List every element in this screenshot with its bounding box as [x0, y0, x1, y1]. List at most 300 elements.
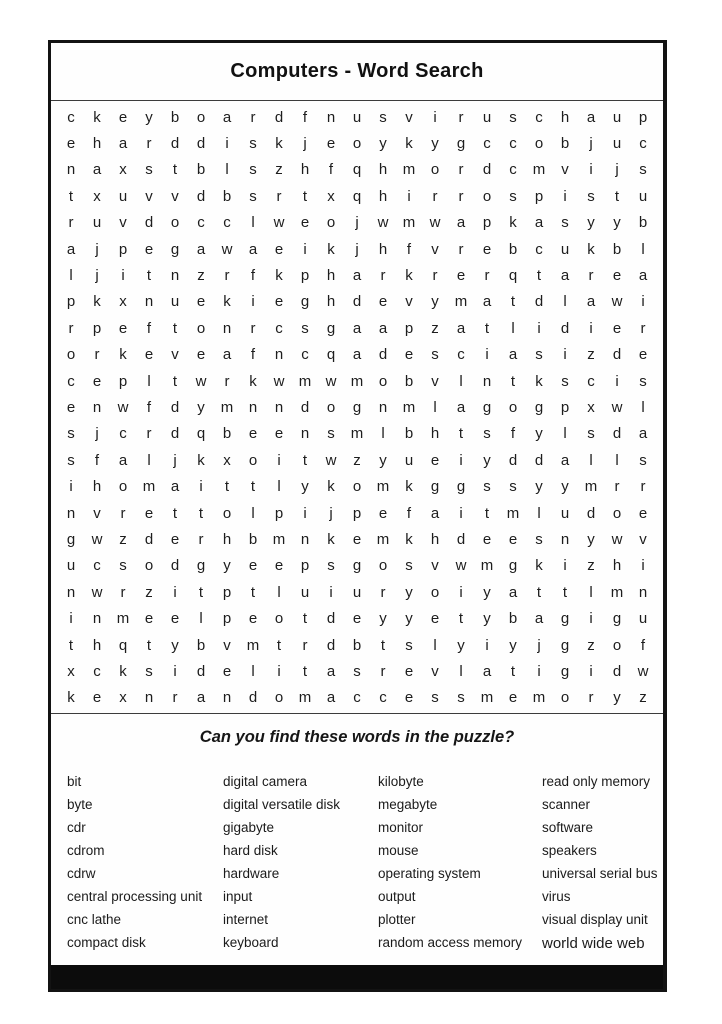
grid-letter: a	[170, 478, 180, 496]
grid-letter: o	[482, 187, 492, 205]
grid-letter: n	[222, 689, 232, 707]
grid-letter: c	[535, 240, 543, 258]
grid-letter: i	[589, 610, 593, 628]
grid-letter: z	[587, 346, 595, 364]
grid-letter: e	[248, 425, 258, 443]
grid-letter: a	[118, 135, 128, 153]
grid-letter: t	[380, 636, 386, 654]
grid-letter: s	[379, 108, 387, 126]
grid-letter: t	[68, 187, 74, 205]
grid-letter: e	[66, 398, 76, 416]
grid-letter: o	[196, 319, 206, 337]
word-item: mouse	[378, 843, 419, 858]
grid-letter: d	[326, 610, 336, 628]
grid-letter: t	[458, 610, 464, 628]
grid-letter: i	[251, 293, 255, 311]
grid-letter: l	[251, 662, 255, 680]
grid-letter: u	[404, 451, 414, 469]
word-item: world wide web	[542, 935, 645, 952]
grid-letter: p	[118, 240, 128, 258]
grid-letter: i	[199, 478, 203, 496]
grid-letter: z	[639, 689, 647, 707]
grid-letter: y	[197, 398, 205, 416]
grid-letter: s	[145, 161, 153, 179]
word-item: cdrom	[67, 843, 105, 858]
grid-letter: g	[300, 293, 310, 311]
grid-letter: k	[119, 662, 127, 680]
grid-letter: n	[248, 398, 258, 416]
grid-letter: h	[300, 161, 310, 179]
grid-letter: b	[196, 161, 206, 179]
grid-letter: d	[274, 108, 284, 126]
word-item: digital versatile disk	[223, 797, 341, 812]
grid-letter: d	[508, 451, 518, 469]
grid-letter: i	[459, 451, 463, 469]
grid-letter: e	[274, 425, 284, 443]
grid-letter: m	[298, 372, 312, 390]
grid-letter: v	[93, 504, 101, 522]
grid-letter: i	[303, 240, 307, 258]
grid-letter: e	[612, 319, 622, 337]
grid-letter: e	[144, 610, 154, 628]
grid-letter: l	[459, 662, 463, 680]
grid-letter: p	[482, 214, 492, 232]
grid-letter: o	[144, 557, 154, 575]
grid-letter: d	[612, 425, 622, 443]
grid-letter: i	[459, 583, 463, 601]
grid-letter: m	[610, 583, 624, 601]
grid-letter: e	[638, 346, 648, 364]
grid-letter: c	[223, 214, 231, 232]
word-item: internet	[223, 912, 269, 927]
grid-letter: w	[377, 214, 389, 232]
grid-letter: n	[638, 583, 648, 601]
grid-letter: w	[611, 530, 623, 548]
grid-letter: r	[380, 267, 386, 285]
grid-letter: u	[66, 557, 76, 575]
grid-letter: y	[223, 557, 231, 575]
grid-letter: d	[248, 689, 258, 707]
word-item: compact disk	[67, 935, 146, 950]
grid-letter: u	[482, 108, 492, 126]
grid-letter: a	[248, 240, 258, 258]
grid-letter: o	[274, 610, 284, 628]
grid-letter: p	[300, 267, 310, 285]
grid-letter: c	[483, 135, 491, 153]
word-column-1	[67, 774, 223, 958]
grid-letter: t	[302, 610, 308, 628]
grid-letter: n	[378, 398, 388, 416]
grid-letter: f	[510, 425, 516, 443]
grid-letter: j	[355, 240, 359, 258]
grid-letter: w	[273, 214, 285, 232]
grid-letter: m	[532, 689, 546, 707]
grid-letter: a	[118, 451, 128, 469]
grid-letter: k	[197, 451, 205, 469]
grid-letter: i	[407, 187, 411, 205]
grid-letter: t	[146, 267, 152, 285]
grid-letter: t	[224, 478, 230, 496]
grid-letter: c	[639, 135, 647, 153]
grid-letter: t	[536, 583, 542, 601]
grid-letter: t	[536, 267, 542, 285]
grid-letter: e	[404, 689, 414, 707]
grid-letter: l	[277, 478, 281, 496]
grid-letter: n	[300, 425, 310, 443]
grid-letter: t	[172, 372, 178, 390]
grid-letter: e	[300, 214, 310, 232]
word-item: scanner	[542, 797, 591, 812]
grid-letter: s	[431, 346, 439, 364]
grid-letter: e	[248, 557, 258, 575]
grid-letter: i	[641, 293, 645, 311]
grid-letter: b	[196, 636, 206, 654]
grid-letter: h	[92, 636, 102, 654]
grid-letter: k	[275, 267, 283, 285]
grid-letter: i	[69, 478, 73, 496]
grid-letter: r	[484, 267, 490, 285]
grid-letter: e	[274, 293, 284, 311]
grid-letter: a	[482, 662, 492, 680]
grid-letter: a	[66, 240, 76, 258]
grid-letter: d	[300, 398, 310, 416]
grid-letter: s	[405, 636, 413, 654]
grid-letter: i	[433, 108, 437, 126]
grid-letter: e	[118, 108, 128, 126]
grid-letter: a	[92, 161, 102, 179]
grid-letter: r	[458, 108, 464, 126]
grid-letter: g	[560, 662, 570, 680]
grid-letter: i	[303, 504, 307, 522]
grid-letter: m	[220, 398, 234, 416]
grid-letter: k	[119, 346, 127, 364]
grid-letter: g	[482, 398, 492, 416]
grid-letter: a	[560, 267, 570, 285]
grid-letter: c	[67, 372, 75, 390]
grid-letter: i	[225, 135, 229, 153]
grid-letter: r	[198, 530, 204, 548]
grid-letter: y	[561, 478, 569, 496]
grid-letter: f	[640, 636, 646, 654]
grid-letter: t	[302, 662, 308, 680]
grid-letter: y	[535, 478, 543, 496]
grid-letter: n	[274, 346, 284, 364]
word-item: software	[542, 820, 594, 835]
grid-letter: l	[589, 451, 593, 469]
grid-letter: a	[456, 319, 466, 337]
grid-letter: z	[587, 557, 595, 575]
grid-letter: v	[145, 187, 153, 205]
grid-letter: h	[378, 187, 388, 205]
grid-letter: v	[119, 214, 127, 232]
grid-letter: t	[302, 451, 308, 469]
grid-letter: y	[301, 478, 309, 496]
grid-letter: e	[456, 267, 466, 285]
word-item: random access memory	[378, 935, 523, 950]
word-item: operating system	[378, 866, 481, 881]
grid-letter: e	[170, 530, 180, 548]
grid-letter: l	[563, 425, 567, 443]
grid-letter: e	[144, 504, 154, 522]
grid-letter: t	[68, 636, 74, 654]
grid-letter: c	[535, 108, 543, 126]
grid-letter: z	[197, 267, 205, 285]
grid-letter: y	[145, 108, 153, 126]
grid-letter: d	[352, 293, 362, 311]
grid-letter: s	[509, 478, 517, 496]
grid-letter: q	[508, 267, 518, 285]
grid-letter: a	[586, 293, 596, 311]
grid-letter: s	[483, 478, 491, 496]
grid-letter: j	[95, 267, 99, 285]
grid-letter: p	[118, 372, 128, 390]
grid-letter: n	[222, 319, 232, 337]
grid-letter: a	[430, 504, 440, 522]
word-item: digital camera	[223, 774, 308, 789]
grid-letter: b	[560, 135, 570, 153]
grid-letter: a	[534, 214, 544, 232]
grid-letter: d	[196, 662, 206, 680]
grid-letter: t	[146, 636, 152, 654]
grid-letter: a	[534, 610, 544, 628]
grid-letter: u	[118, 187, 128, 205]
word-item: visual display unit	[542, 912, 648, 927]
grid-letter: d	[144, 530, 154, 548]
grid-letter: j	[329, 504, 333, 522]
grid-letter: g	[456, 135, 466, 153]
grid-letter: i	[173, 583, 177, 601]
grid-letter: r	[68, 214, 74, 232]
grid-letter: s	[561, 214, 569, 232]
grid-letter: l	[433, 636, 437, 654]
grid-letter: a	[222, 346, 232, 364]
grid-letter: a	[352, 319, 362, 337]
grid-letter: t	[250, 478, 256, 496]
grid-letter: r	[94, 346, 100, 364]
grid-letter: m	[506, 504, 520, 522]
grid-letter: q	[352, 187, 362, 205]
grid-letter: l	[251, 504, 255, 522]
grid-letter: e	[508, 530, 518, 548]
grid-letter: u	[352, 108, 362, 126]
grid-letter: g	[352, 398, 362, 416]
grid-letter: y	[509, 636, 517, 654]
grid-letter: c	[301, 346, 309, 364]
grid-letter: f	[146, 319, 152, 337]
grid-letter: y	[587, 214, 595, 232]
word-item: hard disk	[223, 843, 278, 858]
grid-letter: j	[615, 161, 619, 179]
grid-letter: r	[302, 636, 308, 654]
word-item: virus	[542, 889, 571, 904]
grid-letter: f	[250, 267, 256, 285]
grid-letter: q	[352, 161, 362, 179]
grid-letter: n	[560, 530, 570, 548]
grid-letter: x	[119, 293, 127, 311]
grid-letter: k	[249, 372, 257, 390]
grid-letter: i	[563, 187, 567, 205]
grid-letter: w	[91, 530, 103, 548]
puzzle-frame	[48, 40, 667, 992]
word-column-3	[378, 774, 542, 958]
grid-letter: s	[431, 689, 439, 707]
grid-letter: t	[484, 319, 490, 337]
grid-letter: t	[198, 504, 204, 522]
grid-letter: a	[196, 240, 206, 258]
word-item: speakers	[542, 843, 597, 858]
grid-letter: g	[612, 610, 622, 628]
grid-letter: a	[638, 425, 648, 443]
grid-letter: v	[405, 108, 413, 126]
word-item: central processing unit	[67, 889, 203, 904]
word-item: keyboard	[223, 935, 279, 950]
grid-letter: k	[327, 478, 335, 496]
grid-letter: e	[430, 451, 440, 469]
word-item: cdrw	[67, 866, 96, 881]
grid-letter: n	[92, 610, 102, 628]
grid-letter: i	[537, 319, 541, 337]
grid-letter: m	[454, 293, 468, 311]
grid-letter: n	[170, 267, 180, 285]
word-column-4	[542, 774, 658, 958]
grid-letter: r	[380, 583, 386, 601]
grid-letter: i	[277, 662, 281, 680]
grid-letter: o	[430, 583, 440, 601]
grid-letter: m	[376, 530, 390, 548]
grid-letter: e	[352, 610, 362, 628]
grid-letter: s	[301, 319, 309, 337]
grid-letter: c	[119, 425, 127, 443]
grid-letter: f	[328, 161, 334, 179]
grid-letter: g	[508, 557, 518, 575]
grid-letter: o	[196, 108, 206, 126]
grid-letter: h	[92, 478, 102, 496]
grid-letter: d	[482, 161, 492, 179]
grid-letter: f	[406, 240, 412, 258]
grid-letter: n	[326, 108, 336, 126]
grid-letter: r	[458, 240, 464, 258]
grid-letter: e	[404, 346, 414, 364]
grid-letter: z	[145, 583, 153, 601]
grid-letter: m	[402, 214, 416, 232]
word-item: monitor	[378, 820, 424, 835]
grid-letter: z	[431, 319, 439, 337]
grid-letter: t	[562, 583, 568, 601]
grid-letter: r	[250, 319, 256, 337]
grid-letter: e	[508, 689, 518, 707]
grid-letter: a	[196, 689, 206, 707]
grid-letter: r	[458, 187, 464, 205]
grid-letter: u	[300, 583, 310, 601]
grid-letter: k	[587, 240, 595, 258]
grid-letter: a	[326, 689, 336, 707]
grid-letter: m	[480, 557, 494, 575]
grid-letter: y	[483, 610, 491, 628]
grid-letter: g	[534, 398, 544, 416]
grid-letter: w	[611, 293, 623, 311]
grid-letter: f	[250, 346, 256, 364]
grid-letter: l	[251, 214, 255, 232]
grid-letter: d	[560, 319, 570, 337]
grid-letter: j	[95, 425, 99, 443]
grid-letter: y	[431, 293, 439, 311]
grid-letter: h	[378, 161, 388, 179]
grid-letter: o	[560, 689, 570, 707]
grid-letter: v	[639, 530, 647, 548]
grid-letter: k	[327, 530, 335, 548]
grid-letter: r	[68, 319, 74, 337]
grid-letter: l	[511, 319, 515, 337]
grid-letter: t	[458, 425, 464, 443]
grid-letter: x	[223, 451, 231, 469]
grid-letter: c	[509, 161, 517, 179]
grid-letter: p	[92, 319, 102, 337]
grid-letter: n	[144, 293, 154, 311]
grid-letter: v	[405, 293, 413, 311]
grid-letter: l	[381, 425, 385, 443]
grid-letter: k	[327, 240, 335, 258]
grid-letter: s	[249, 187, 257, 205]
grid-letter: z	[587, 636, 595, 654]
grid-letter: v	[561, 161, 569, 179]
grid-letter: d	[170, 557, 180, 575]
grid-letter: o	[170, 214, 180, 232]
grid-letter: l	[433, 398, 437, 416]
grid-letter: x	[119, 689, 127, 707]
grid-letter: n	[300, 530, 310, 548]
grid-letter: b	[170, 108, 180, 126]
grid-letter: g	[196, 557, 206, 575]
grid-letter: e	[326, 135, 336, 153]
grid-letter: a	[638, 267, 648, 285]
word-list	[67, 774, 663, 958]
grid-letter: n	[66, 161, 76, 179]
grid-letter: o	[326, 214, 336, 232]
grid-letter: y	[457, 636, 465, 654]
grid-letter: b	[508, 240, 518, 258]
grid-letter: p	[66, 293, 76, 311]
grid-letter: t	[510, 662, 516, 680]
grid-letter: k	[93, 293, 101, 311]
grid-letter: t	[614, 187, 620, 205]
grid-letter: s	[327, 557, 335, 575]
grid-letter: t	[172, 504, 178, 522]
grid-letter: n	[66, 583, 76, 601]
letter-grid	[51, 101, 663, 714]
grid-letter: e	[170, 610, 180, 628]
grid-letter: s	[587, 425, 595, 443]
grid-letter: b	[248, 530, 258, 548]
grid-letter: d	[170, 398, 180, 416]
grid-letter: t	[510, 372, 516, 390]
grid-letter: i	[563, 346, 567, 364]
grid-letter: x	[587, 398, 595, 416]
grid-letter: d	[144, 214, 154, 232]
grid-letter: c	[275, 319, 283, 337]
word-item: megabyte	[378, 797, 438, 812]
grid-letter: b	[612, 240, 622, 258]
grid-letter: c	[457, 346, 465, 364]
grid-letter: e	[118, 319, 128, 337]
grid-letter: h	[326, 267, 336, 285]
grid-letter: e	[274, 557, 284, 575]
grid-letter: y	[405, 583, 413, 601]
grid-letter: a	[456, 398, 466, 416]
grid-letter: l	[225, 161, 229, 179]
grid-letter: g	[352, 557, 362, 575]
grid-letter: e	[378, 504, 388, 522]
word-item: plotter	[378, 912, 416, 927]
